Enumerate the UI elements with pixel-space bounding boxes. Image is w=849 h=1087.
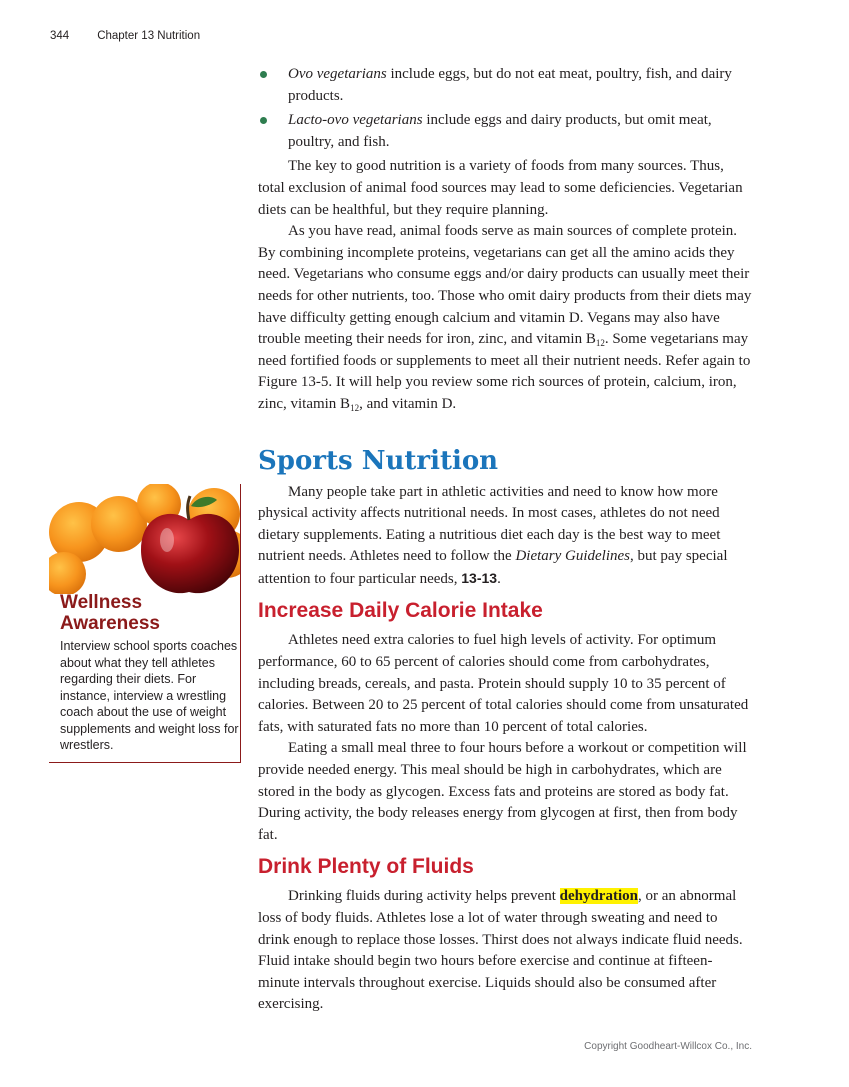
sidebar-body: Interview school sports coaches about what they tell athletes regarding their diets. For instance, interview a wrestling coach about the use of weight supplements and weight loss for wrestlers. [60, 639, 239, 752]
heading-fluids: Drink Plenty of Fluids [258, 855, 474, 879]
bullet-dot-icon [260, 71, 267, 78]
text-run: Many people take part in athletic activities and need to know how more physical activity affects nutritional needs. In most cases, athletes do not need dietary supplements. Eating a nutritious diet each day is the best way to meet nutrient needs. Athletes need to follow the [258, 483, 721, 565]
subscript: 12 [350, 402, 360, 413]
sidebar-title-line: Wellness [60, 592, 143, 613]
wellness-sidebar [49, 484, 241, 763]
text-run: . Some vegetarians may need fortified foods or supplements to meet all their nutrient needs. Refer again to Figure 13-5. It will help you review some rich sources of protein, calcium, iron, zinc, vitamin B [258, 331, 751, 412]
chapter-title: Chapter 13 Nutrition [97, 30, 201, 42]
subscript: 12 [595, 338, 605, 349]
sidebar-title-line: Awareness [60, 613, 160, 634]
text-run: As you have read, animal foods serve as main sources of complete protein. By combining incomplete proteins, vegetarians can get all the amino acids they need. Vegetarians who consume eggs and/or dairy products can usually meet their needs for other nutrients, too. Those who omit dairy products from their diets may have difficulty getting enough calcium and vitamin D. Vegans may also have trouble meeting their needs for iron, zinc, and vitamin B [258, 223, 752, 348]
paragraph-calories-2: Eating a small meal three to four hours before a workout or competition will provide needed energy. This meal should be high in carbohydrates, which are stored in the body as glycogen. Excess fats and proteins are stored as body fat. During activity, the body releases energy from glycogen at first, then from body fat. [258, 740, 747, 843]
paragraph-key-nutrition: The key to good nutrition is a variety of foods from many sources. Thus, total exclusion of animal food sources may lead to some deficiencies. Vegetarian diets can be healthful, but they require planning. [258, 158, 743, 218]
paragraph-sports-intro [258, 482, 752, 591]
highlighted-term: dehydration [559, 888, 638, 905]
bullet-term: Lacto-ovo vegetarians [288, 112, 423, 129]
bullet-item [258, 110, 752, 153]
main-column [258, 64, 752, 1016]
text-run: , and vitamin D. [359, 395, 457, 412]
text-run: Drinking fluids during activity helps prevent [288, 888, 560, 905]
figure-reference: 13-13 [461, 569, 498, 586]
bullet-text: include eggs and dairy products, but omit meat, poultry, and fish. [288, 112, 712, 150]
text-run: , but pay special attention to four particular needs, [258, 548, 728, 587]
text-run: . [497, 570, 501, 587]
bullet-text: include eggs, but do not eat meat, poultry, fish, and dairy products. [288, 66, 732, 104]
bullet-item [258, 64, 752, 107]
page-number: 344 [50, 30, 70, 42]
paragraph-fluids [258, 886, 752, 1016]
apple-oranges-photo-icon [49, 484, 240, 594]
paragraph-calories-1: Athletes need extra calories to fuel high levels of activity. For optimum performance, 60 to 65 percent of calories should come from carbohydrates, including breads, cereals, and pasta. Protein should supply 10 to 35 percent of calories. Between 20 to 25 percent of total calories should come from unsaturated fats, with saturated fats no more than 10 percent of total calories. [258, 632, 749, 735]
page-header [50, 30, 200, 42]
copyright-footer: Copyright Goodheart-Willcox Co., Inc. [584, 1041, 752, 1052]
text-run: , or an abnormal loss of body fluids. Athletes lose a lot of water through sweating and need to drink enough to replace those losses. Thirst does not always indicate fluid needs. Fluid intake should begin two hours before exercise and continue at fifteen-minute intervals throughout exercise. Liquids should also be consumed after exercising. [258, 888, 743, 1013]
italic-term: Dietary Guidelines [515, 548, 631, 565]
heading-calorie-intake: Increase Daily Calorie Intake [258, 599, 543, 623]
sidebar-title [60, 592, 160, 634]
bullet-term: Ovo vegetarians [288, 66, 387, 82]
bullet-dot-icon [260, 117, 267, 124]
heading-sports-nutrition: Sports Nutrition [258, 445, 499, 476]
paragraph-complete-protein [258, 221, 752, 415]
